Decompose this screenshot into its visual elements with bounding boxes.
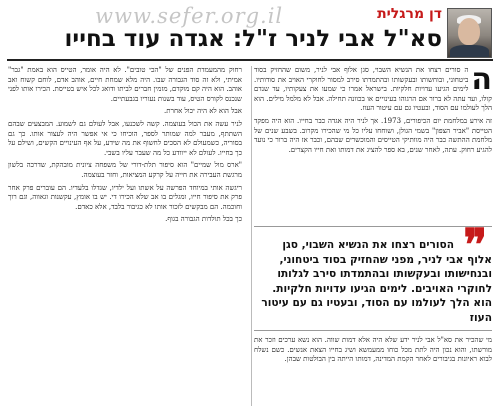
paragraph: זה אירע במלחמת יום הכיפורים, 1973. אך לניר היה אגדה כבר בחייו. הוא היה מפקד הטייסת "אביר הצפון" בשמי הגולן, ושוחחו עליו כל מי שהכירו מקרוב. בשבע שנים של מלחמת ההתשה כבר היה מוותיקי הטייסים והמוכשרים שבהם, וכבר אז היה ברור כי נועד להגיע רחוק. עתה, לאחר שנים, בא ספר להציג את דמותו ואת חייו הקצרים.: [254, 116, 492, 154]
pullquote: הסורים רצחו את הנשיא השבוי, סגן אלוף אבי לניר, מפני שהחזיק בסוד ביטחוני, ובנחישותו ובעקשותו ובהתמדתו סירב לגלותו לחוקרי האויבים. לימים הגיעו עדויות חלקיות. הוא הלך לעולמו עם הסוד, ובעטיו גם עם עיטור העוז: [261, 239, 492, 324]
headline-rule: [7, 59, 493, 61]
paragraph: לניר עשה את הכול בעוצמה. קשה לשכנעו, אבל לעולם גם לשמוע. המבצעים שבהם השתתף, מעבר למה שמותר לספר, הוכיחו כי אי אפשר היה לעצור אותו. כך גם בסוריה, כשמעולם לא הסכים לחשוף את מה שידע, על אף העינויים הקשים, ושילם על כך בחייו. לעולם לא ייוודע כל מה שעבר עליו בשבי.: [8, 119, 242, 157]
paragraph: מי שהכיר את סא"ל אבי לניר ידע שלא היה אלא דמות שווה. הוא נשא ערכים וזכר את מורשתו, והוא נכון היה לתת מכל כוחו ממעמשא ושיג בחייו הצאת אנשים. כשם נשלח לבוא ראיונות בגיבורים לאחר הקמת המדינה, דמותו הייתה בין הבולטות שבהן.: [254, 336, 492, 364]
pullquote-rule-top: [254, 226, 492, 227]
paragraph-text: ה סורים רצחו את הנשיא השבוי, סגן אלוף אבי לניר, משום שהחזיק בסוד ביטחוני, ובוחשותו ובעקשותו ובהתמדתו סירב למסור לחוקרי האויב את סודותיו. לימים הגיעו עדויות חלקיות. בישראל אמרו כי שמעו את צעקותיו, עד שנדם קולו, ועד עתה לא ברור אם הרגוהו בעינויים או בכוונה תחילה. אבל לא מלמל מילים. הוא הלך לעולמו עם הסוד, ובעטיו גם עם עיטור העוז.: [254, 66, 492, 113]
pullquote-rule-bottom: [254, 330, 492, 331]
watermark: www.sefer.org.il: [95, 4, 284, 28]
column-right-bottom: [254, 336, 492, 406]
paragraph: רחוק מהמעמדת הפנים של "הכי טובים". לא היה אומר, הטייס הוא באמת "גבר" אמיתי, ולא זה סוד הגבורה שבו. היה מלא שמחת חיים, אוהב אדם, לוחם קשוח ואב אוהב. הוא היה קם מוקדם, מזמין חברים לביתו ודואג לכל איש בטייסת. הכירו אותו לפני שנכנס לקורס הטיס, עוד בשנות נעוריו בגבעתיים.: [8, 66, 242, 103]
column-left: [8, 66, 242, 406]
column-divider: [251, 66, 252, 406]
paragraph: כך בכל תולדות הגבורה בגוף.: [165, 215, 242, 224]
column-right-top: [254, 66, 492, 216]
byline-author: דן מרגלית: [377, 6, 442, 22]
author-photo-face: [458, 18, 480, 45]
paragraph: [254, 66, 492, 114]
author-photo: [447, 8, 492, 58]
author-photo-shoulders: [450, 45, 489, 58]
quote-mark-icon: ❞: [463, 220, 487, 271]
drop-cap: ה: [471, 66, 492, 97]
headline: סא"ל אבי לניר ז"ל: אגדה עוד בחייו: [64, 26, 442, 52]
paragraph: "ארס מול שמיים" הוא סיפור תלת-דורי של משפחה ציונית מובהקת, שדרכה בלשון מרגשת העבירה את חייה על קרקע המציאות, וחזר בעוצמה.: [8, 161, 242, 179]
paragraph: אבל הוא לא היה יכול אחרת.: [164, 107, 242, 116]
paragraph: ריגשה אותי במיוחד הפרשה על אשתו ועל ילדיו, שגדלו בלעדיו. הם עוברים פרק אחר פרק את סיפור חייו, ומגלים בו אב שלא הכירו די. יש בו אומץ, עקשנות וגאווה, וגם רוך וחוכמה. הם מבקשים לזכור אותו לא כגיבור בלבד, אלא כאדם.: [8, 183, 242, 211]
